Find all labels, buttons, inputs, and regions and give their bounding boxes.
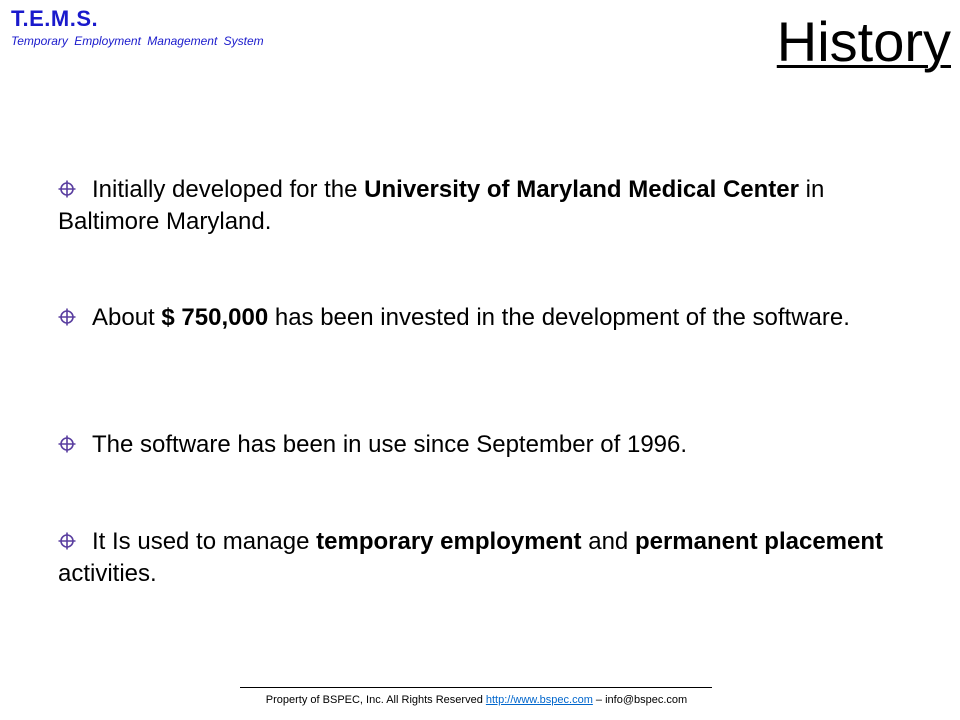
bullet-item-investment xyxy=(58,302,898,334)
bullet-item-usage xyxy=(58,526,898,590)
bullet-text: and xyxy=(581,528,635,555)
brand-title: T.E.M.S. xyxy=(11,6,99,31)
footer xyxy=(0,693,953,707)
bullet-text-bold: temporary employment xyxy=(316,528,582,555)
footer-copyright: Property of BSPEC, Inc. All Rights Reserved xyxy=(265,694,486,706)
crosshair-icon xyxy=(58,308,76,326)
bullet-text: Initially developed for the xyxy=(92,176,365,203)
bullet-item-origin xyxy=(58,174,898,238)
bullet-text: The software has been in use since September of 1996. xyxy=(92,431,688,458)
footer-email: – info@bspec.com xyxy=(592,694,688,706)
crosshair-icon xyxy=(58,180,76,198)
bullet-text-bold: permanent placement xyxy=(634,528,884,555)
bullet-text: It Is used to manage xyxy=(92,528,317,555)
page-title: History xyxy=(776,10,951,73)
footer-divider xyxy=(240,687,712,688)
bullet-text: in Baltimore Maryland. xyxy=(58,176,825,235)
footer-website-link[interactable]: http://www.bspec.com xyxy=(485,694,593,706)
bullet-text: activities. xyxy=(58,560,157,587)
crosshair-icon xyxy=(58,435,76,453)
bullet-text: About xyxy=(92,304,162,331)
bullet-text-bold: $ 750,000 xyxy=(161,304,269,331)
bullet-item-in-use-since xyxy=(58,429,898,461)
crosshair-icon xyxy=(58,532,76,550)
brand-block xyxy=(11,6,264,48)
bullet-text: has been invested in the development of the software. xyxy=(268,304,850,331)
brand-subtitle: Temporary Employment Management System xyxy=(11,34,264,48)
bullet-text-bold: University of Maryland Medical Center xyxy=(364,176,799,203)
